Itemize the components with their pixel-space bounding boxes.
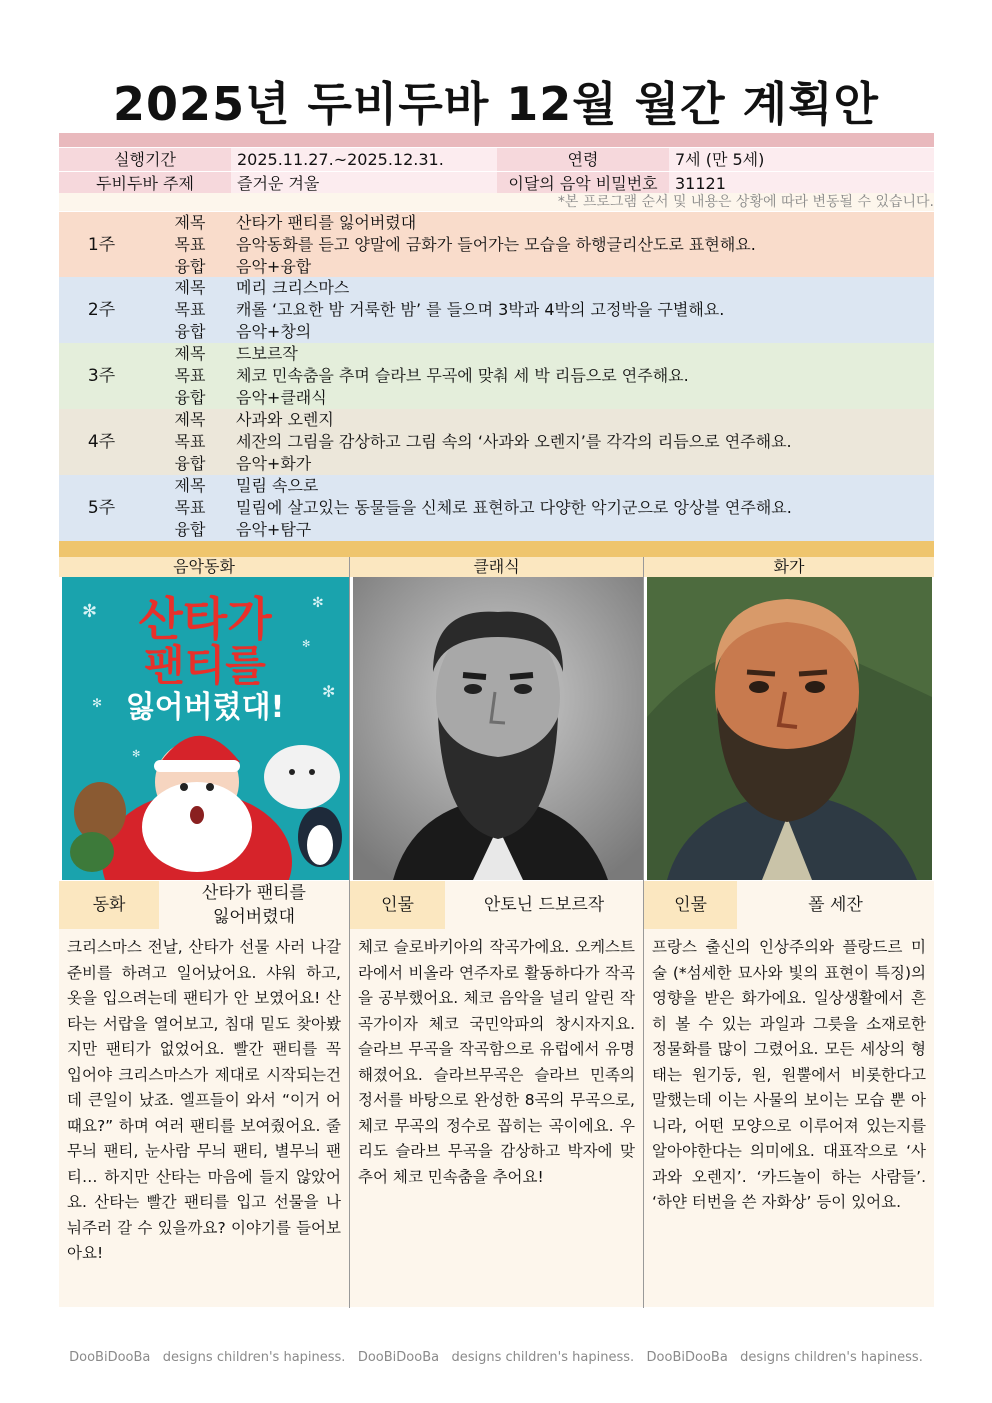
svg-text:✻: ✻ bbox=[322, 682, 336, 701]
story-description: 크리스마스 전날, 산타가 선물 사러 나갈 준비를 하려고 일어났어요. 샤워 하고, 옷을 입으려는데 팬티가 안 보였어요! 산타는 서랍을 열어보고, 침대 밑도 찾아봤지만 팬티가 없었어요. 빨간 팬티를 꼭 입어야 크리스마스가 제대로 시작되는건데 큰일이 났죠. 엘프들이 와서 “이거 어때요?” 하며 여러 팬티를 보여줬어요. 줄무늬 팬티, 눈사람 무늬 팬티, 별무늬 팬티… 하지만 산타는 마음에 들지 않았어요. 산타는 빨간 팬티를 입고 선물을 나눠주러 갈 수 있을까요? 이야기를 들어보아요! bbox=[59, 929, 349, 1307]
period-value: 2025.11.27.~2025.12.31. bbox=[237, 150, 444, 169]
title-key: 제목 bbox=[174, 278, 206, 297]
column-header-story: 음악동화 bbox=[59, 557, 349, 577]
classic-label-row bbox=[350, 881, 643, 929]
week-title: 드보르작 bbox=[236, 344, 298, 363]
password-label: 이달의 음악 비밀번호 bbox=[497, 172, 669, 195]
week-label: 3주 bbox=[87, 366, 116, 386]
week-3 bbox=[59, 343, 934, 409]
svg-text:✻: ✻ bbox=[82, 601, 98, 622]
goal-key: 목표 bbox=[174, 432, 206, 451]
cezanne-portrait-image bbox=[647, 577, 932, 880]
painter-label-row bbox=[644, 881, 934, 929]
column-header-painter: 화가 bbox=[644, 557, 934, 577]
footer-slogan: DooBiDooBa designs children's hapiness. DooBiDooBa designs children's hapiness. DooBiDooBa designs children's hapiness. bbox=[69, 1350, 923, 1365]
title-key: 제목 bbox=[174, 213, 206, 232]
column-divider bbox=[349, 557, 350, 1308]
story-label-row bbox=[59, 881, 349, 929]
week-label: 1주 bbox=[87, 235, 116, 255]
week-fusion: 음악+화가 bbox=[236, 454, 312, 473]
week-goal: 밀림에 살고있는 동물들을 신체로 표현하고 다양한 악기군으로 앙상블 연주해요. bbox=[236, 498, 792, 517]
story-name-text: 산타가 팬티를 잃어버렸대 bbox=[202, 883, 306, 927]
week-title: 메리 크리스마스 bbox=[236, 278, 350, 297]
age-label: 연령 bbox=[497, 148, 669, 171]
fusion-key: 융합 bbox=[174, 454, 206, 473]
classic-tag: 인물 bbox=[350, 881, 445, 929]
password-value: 31121 bbox=[675, 174, 726, 193]
header-bar bbox=[59, 133, 934, 147]
week-5 bbox=[59, 475, 934, 541]
fusion-key: 융합 bbox=[174, 388, 206, 407]
week-title: 사과와 오렌지 bbox=[236, 410, 334, 429]
goal-key: 목표 bbox=[174, 498, 206, 517]
week-label: 2주 bbox=[87, 300, 116, 320]
period-label: 실행기간 bbox=[59, 148, 231, 171]
week-fusion: 음악+창의 bbox=[236, 322, 312, 341]
fusion-key: 융합 bbox=[174, 322, 206, 341]
cover-title-line-3: 잃어버렸대! bbox=[125, 690, 285, 725]
schedule-note: *본 프로그램 순서 및 내용은 상황에 따라 변동될 수 있습니다. bbox=[59, 193, 934, 211]
painter-tag: 인물 bbox=[644, 881, 737, 929]
goal-key: 목표 bbox=[174, 235, 206, 254]
week-label: 5주 bbox=[87, 498, 116, 518]
dvorak-portrait-image bbox=[353, 577, 643, 880]
story-name bbox=[159, 881, 349, 929]
column-divider bbox=[643, 557, 644, 1308]
theme-value: 즐거운 겨울 bbox=[237, 174, 320, 193]
week-fusion: 음악+융합 bbox=[236, 257, 312, 276]
theme-label: 두비두바 주제 bbox=[59, 172, 231, 195]
week-goal: 세잔의 그림을 감상하고 그림 속의 ‘사과와 오렌지’를 각각의 리듬으로 연주해요. bbox=[236, 432, 792, 451]
title-key: 제목 bbox=[174, 476, 206, 495]
svg-text:✻: ✻ bbox=[312, 595, 324, 611]
classic-description: 체코 슬로바키아의 작곡가에요. 오케스트라에서 비올라 연주자로 활동하다가 작곡을 공부했어요. 체코 음악을 널리 알린 작곡가이자 체코 국민악파의 창시자지요. 슬라브 무곡을 작곡함으로 유럽에서 유명해졌어요. 슬라브무곡은 슬라브 민족의 정서를 바탕으로 완성한 8곡의 무곡으로, 체코 무곡의 정수로 꼽히는 곡이에요. 우리도 슬라브 무곡을 감상하고 박자에 맞추어 체코 민속춤을 추어요! bbox=[350, 929, 643, 1307]
week-fusion: 음악+클래식 bbox=[236, 388, 327, 407]
painter-description: 프랑스 출신의 인상주의와 플랑드르 미술 (*섬세한 묘사와 빛의 표현이 특징)의 영향을 받은 화가에요. 일상생활에서 흔히 볼 수 있는 과일과 그릇을 소재로한 정물화를 많이 그렸어요. 모든 세상의 형태는 원기둥, 원, 원뿔에서 비롯한다고 말했는데 이는 사물의 보이는 모습 뿐 아니라, 어떤 모양으로 이루어져 있는지를 알아야한다는 의미에요. 대표작으로 ‘사과와 오렌지’. ‘카드놀이 하는 사람들’. ‘하얀 터번을 쓴 자화상’ 등이 있어요. bbox=[644, 929, 934, 1307]
info-row-period bbox=[59, 148, 934, 171]
cover-title-line-2: 팬티를 bbox=[144, 641, 266, 690]
book-cover-image bbox=[62, 577, 349, 880]
column-header-classic: 클래식 bbox=[350, 557, 643, 577]
goal-key: 목표 bbox=[174, 366, 206, 385]
fusion-key: 융합 bbox=[174, 520, 206, 539]
info-row-theme bbox=[59, 172, 934, 195]
age-value: 7세 (만 5세) bbox=[675, 150, 765, 169]
cover-title-line-1: 산타가 bbox=[138, 592, 272, 646]
classic-name: 안토닌 드보르작 bbox=[445, 881, 643, 929]
title-key: 제목 bbox=[174, 344, 206, 363]
fusion-key: 융합 bbox=[174, 257, 206, 276]
week-2 bbox=[59, 277, 934, 343]
week-1 bbox=[59, 212, 934, 278]
goal-key: 목표 bbox=[174, 300, 206, 319]
svg-text:✻: ✻ bbox=[132, 749, 141, 760]
week-goal: 체코 민속춤을 추며 슬라브 무곡에 맞춰 세 박 리듬으로 연주해요. bbox=[236, 366, 689, 385]
title-key: 제목 bbox=[174, 410, 206, 429]
week-label: 4주 bbox=[87, 432, 116, 452]
svg-text:✻: ✻ bbox=[302, 639, 311, 650]
painter-name: 폴 세잔 bbox=[737, 881, 934, 929]
week-title: 산타가 팬티를 잃어버렸대 bbox=[236, 213, 417, 232]
week-4 bbox=[59, 409, 934, 475]
week-title: 밀림 속으로 bbox=[236, 476, 319, 495]
week-goal: 음악동화를 듣고 양말에 금화가 들어가는 모습을 하행글리산도로 표현해요. bbox=[236, 235, 756, 254]
week-fusion: 음악+탐구 bbox=[236, 520, 312, 539]
svg-text:✻: ✻ bbox=[92, 696, 103, 710]
story-tag: 동화 bbox=[59, 881, 159, 929]
page-title: 2025년 두비두바 12월 월간 계획안 bbox=[113, 77, 879, 131]
section-divider bbox=[59, 541, 934, 557]
week-goal: 캐롤 ‘고요한 밤 거룩한 밤’ 를 들으며 3박과 4박의 고정박을 구별해요. bbox=[236, 300, 725, 319]
